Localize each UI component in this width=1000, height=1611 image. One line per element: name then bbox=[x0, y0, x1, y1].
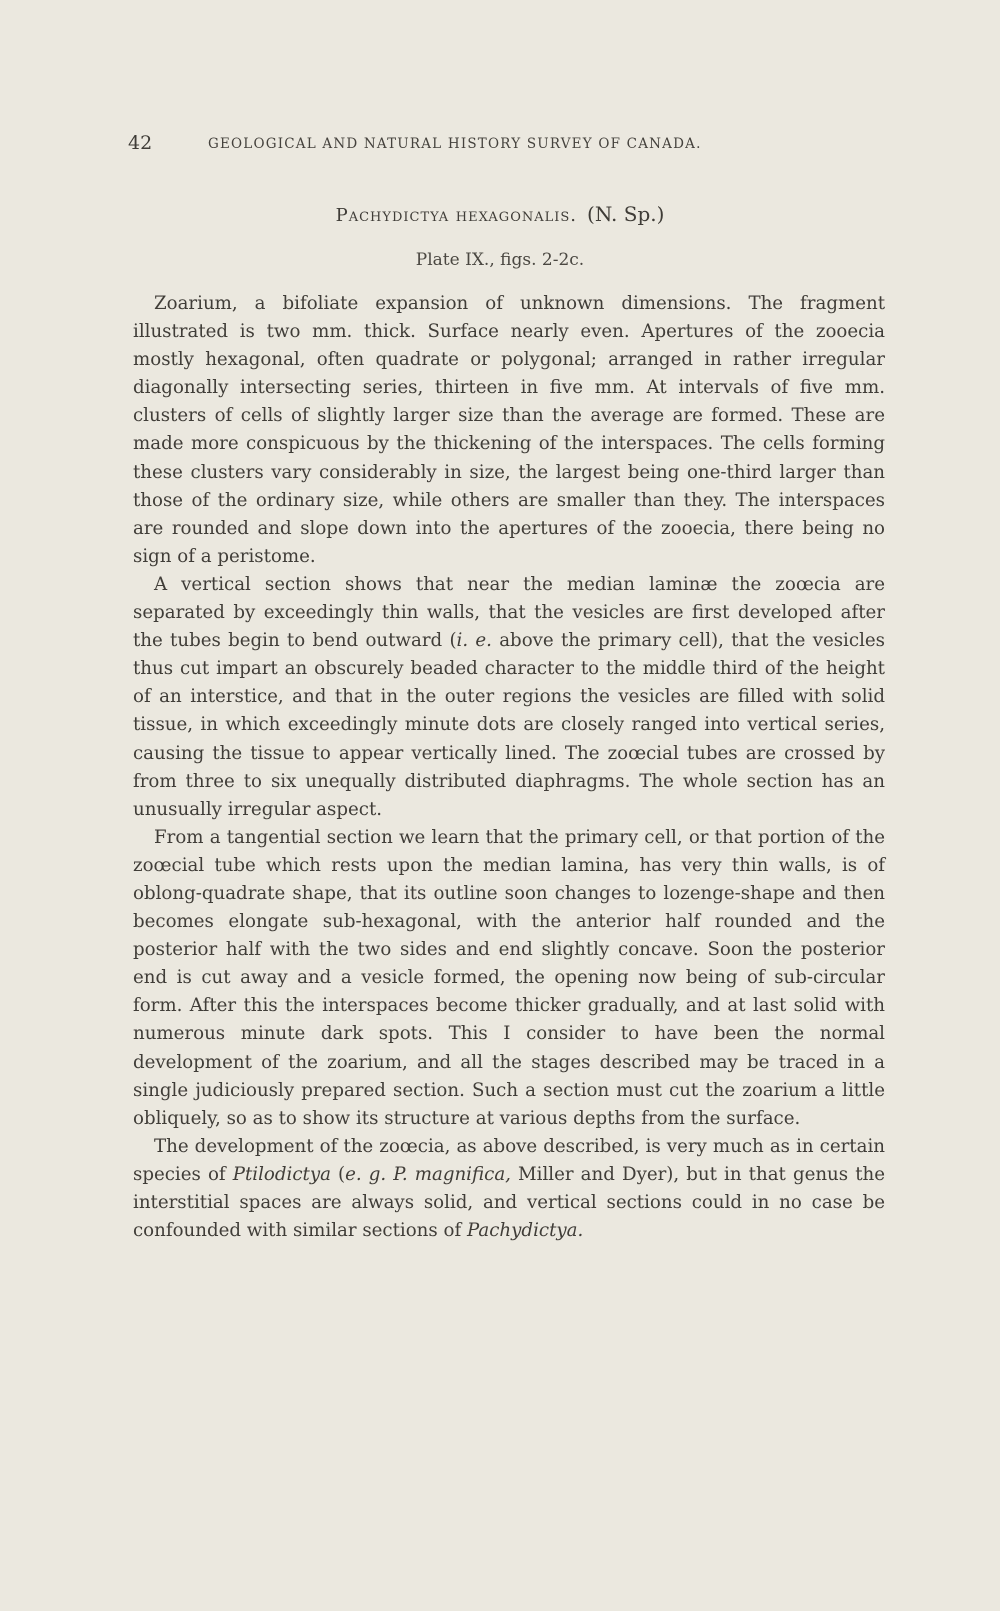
plate-reference: Plate IX., figs. 2-2c. bbox=[415, 250, 585, 270]
text-run: The development of the zoœcia, as above described, is very much as in certain species of bbox=[133, 1135, 885, 1185]
species-name: Pachydictya hexagonalis. bbox=[335, 205, 578, 226]
paragraph-comparison bbox=[133, 1133, 885, 1245]
species-designation: (N. Sp.) bbox=[587, 202, 665, 226]
text-run: Miller and Dyer), but in that genus the interstitial spaces are always solid, and vertical sections could in no case be confounded with similar sections of bbox=[133, 1163, 885, 1242]
article-body bbox=[133, 290, 885, 1245]
italic-run: i. e. bbox=[456, 630, 492, 652]
species-title bbox=[0, 202, 1000, 226]
text-run: ( bbox=[330, 1163, 346, 1185]
paragraph-description: Zoarium, a bifoliate expansion of unknown dimensions. The fragment illustrated is two mm. thick. Surface nearly even. Apertures of the zooecia mostly hexagonal, often quadrate or polygonal; arranged in rather irregular diagonally intersecting series, thirteen in five mm. At intervals of five mm. clusters of cells of slightly larger size than the average are formed. These are made more conspicuous by the thickening of the interspaces. The cells forming these clusters vary considerably in size, the largest being one-third larger than those of the ordinary size, while others are smaller than they. The interspaces are rounded and slope down into the apertures of the zooecia, there being no sign of a peristome. bbox=[133, 293, 885, 567]
genus-name: Ptilodictya bbox=[232, 1163, 331, 1185]
text-run: A vertical section shows that near the median laminæ the zoœcia are separated by exceedingly thin walls, that the vesicles are first developed after the tubes begin to bend outward ( bbox=[133, 573, 885, 652]
page-number: 42 bbox=[128, 132, 153, 154]
text-run: above the primary cell), that the vesicles thus cut impart an obscurely beaded character to the middle third of the height of an interstice, and that in the outer regions the vesicles are filled with solid tissue, in which exceedingly minute dots are closely ranged into vertical series, causing the tissue to appear vertically lined. The zoœcial tubes are crossed by from three to six unequally distributed diaphragms. The whole section has an unusually irregular aspect. bbox=[133, 630, 885, 820]
genus-name: Pachydictya. bbox=[466, 1220, 584, 1242]
running-head: GEOLOGICAL AND NATURAL HISTORY SURVEY OF CANADA. bbox=[208, 136, 702, 152]
italic-run: e. g. P. magnifica, bbox=[345, 1163, 511, 1185]
paragraph-vertical-section bbox=[133, 571, 885, 824]
paragraph-tangential-section: From a tangential section we learn that the primary cell, or that portion of the zoœcial tube which rests upon the median lamina, has very thin walls, is of oblong-quadrate shape, that its outline soon changes to lozenge-shape and then becomes elongate sub-hexagonal, with the anterior half rounded and the posterior half with the two sides and end slightly concave. Soon the posterior end is cut away and a vesicle formed, the opening now being of sub-circular form. After this the interspaces become thicker gradually, and at last solid with numerous minute dark spots. This I consider to have been the normal development of the zoarium, and all the stages described may be traced in a single judiciously prepared section. Such a section must cut the zoarium a little obliquely, so as to show its structure at various depths from the surface. bbox=[133, 826, 885, 1129]
page-header bbox=[128, 132, 878, 162]
